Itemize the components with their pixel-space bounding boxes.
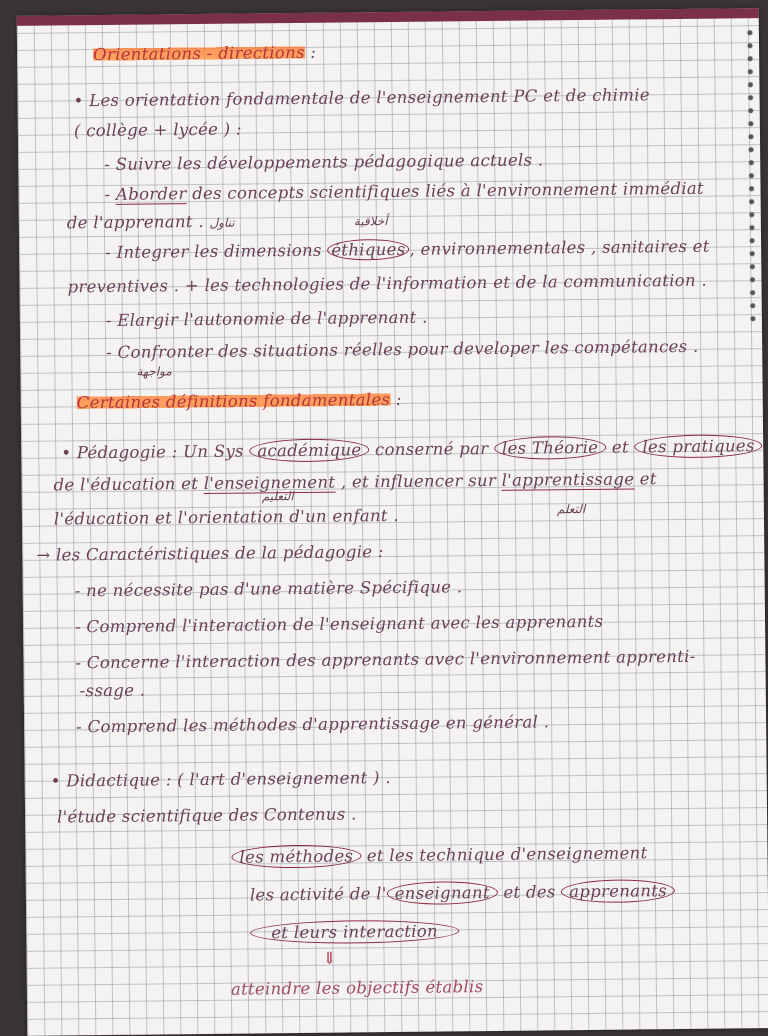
ped-start: • Pédagogie : Un Sys <box>61 441 250 463</box>
did-interaction: et leurs interaction <box>250 919 459 944</box>
item2-arabic-note: تناول <box>209 215 235 230</box>
orientation-item-3 <box>105 237 710 262</box>
did-apprenants: apprenants <box>561 879 675 903</box>
pedagogie-definition-line1 <box>61 436 763 462</box>
didactique-line-interaction <box>250 921 459 942</box>
caracteristiques-heading: → les Caractéristiques de la pédagogie : <box>36 542 384 565</box>
orientation-item-5: - Confronter des situations réelles pour developer les compétances . <box>106 336 699 362</box>
down-arrow-icon: ⇓ <box>322 948 337 968</box>
caracteristique-3-cont: -ssage . <box>79 680 146 701</box>
item3-arabic-note: أخلاقية <box>353 214 388 229</box>
item3-rest: , environnementales , sanitaires et <box>409 236 710 259</box>
orientation-item-4: - Elargir l'autonomie de l'apprenant . <box>105 307 428 330</box>
ped-arabic-note-2: التعلم <box>556 501 586 517</box>
item2-aborder: Aborder <box>115 184 187 204</box>
did-techniques: et les technique d'enseignement <box>361 843 648 866</box>
did-et-des: et des <box>497 882 562 902</box>
didactique-final-goal: atteindre les objectifs établis <box>230 977 484 999</box>
item2-rest: des concepts scientifiques liés à l'environnement immédiat <box>186 178 705 204</box>
caracteristique-1: - ne nécessite pas d'une matière Spécifique . <box>74 577 463 601</box>
caracteristique-2: - Comprend l'interaction de l'enseignant avec les apprenants <box>74 611 604 637</box>
ped2-enseignement: l'enseignement <box>203 472 336 493</box>
ped-concerne: conserné par <box>369 438 495 460</box>
didactique-line-methodes <box>231 843 647 866</box>
orientation-intro-line1: • Les orientation fondamentale de l'enseignement PC et de chimie <box>73 85 650 111</box>
orientation-item-2-cont <box>67 212 235 233</box>
page-top-band <box>17 8 759 26</box>
ped-academique: académique <box>249 438 369 462</box>
orientation-item-2 <box>104 179 704 204</box>
ped-arabic-note-1: التعليم <box>261 489 294 504</box>
item3-ethiques: éthiques <box>327 239 409 261</box>
heading-definitions-text: Certaines définitions fondamentales <box>76 390 391 413</box>
item2-cont-text: de l'apprenant . <box>66 211 204 233</box>
didactique-definition: • Didactique : ( l'art d'enseignement ) . <box>50 768 392 791</box>
ped-pratiques: les pratiques <box>634 434 763 458</box>
heading-orientations-text: Orientations - directions <box>92 42 305 65</box>
didactique-line-activites <box>250 881 675 904</box>
did-enseignant: enseignant <box>387 881 498 905</box>
caracteristique-3: - Concerne l'interaction des apprenants avec l'environnement apprenti- <box>75 646 696 673</box>
ped-theorie: les Théorie <box>494 436 607 460</box>
pedagogie-definition-line3: l'éducation et l'orientation d'un enfant . <box>53 505 399 529</box>
didactique-etude: l'étude scientifique des Contenus . <box>56 804 357 827</box>
item3-start: - Integrer les dimensions <box>105 240 328 262</box>
orientation-item-3-cont: preventives . + les technologies de l'information et de la communication . <box>67 270 708 297</box>
heading-definitions <box>77 390 402 412</box>
orientation-intro-line2: ( collège + lycée ) : <box>73 119 242 141</box>
orientation-item-1: - Suivre les développements pédagogique actuels . <box>104 150 544 175</box>
spiral-binding <box>745 26 758 326</box>
heading-orientations-suffix: : <box>310 42 317 62</box>
ped2-apprentissage: l'apprentissage <box>501 469 635 490</box>
ped2-middle: , et influencer sur <box>335 470 502 492</box>
did-activite: les activité de l' <box>249 884 387 905</box>
notebook-page <box>17 8 768 1036</box>
ped2-start: de l'éducation et <box>53 473 204 495</box>
item2-dash: - <box>104 184 117 205</box>
ped-et: et <box>606 437 635 457</box>
did-methodes: les méthodes <box>231 844 361 868</box>
heading-orientations <box>93 43 316 64</box>
caracteristique-4: - Comprend les méthodes d'apprentissage en général . <box>76 712 550 737</box>
pedagogie-definition-line2 <box>53 469 656 494</box>
ped2-end: et <box>634 469 657 489</box>
item5-arabic-note: مواجهة <box>136 364 172 379</box>
heading-definitions-suffix: : <box>395 389 402 409</box>
